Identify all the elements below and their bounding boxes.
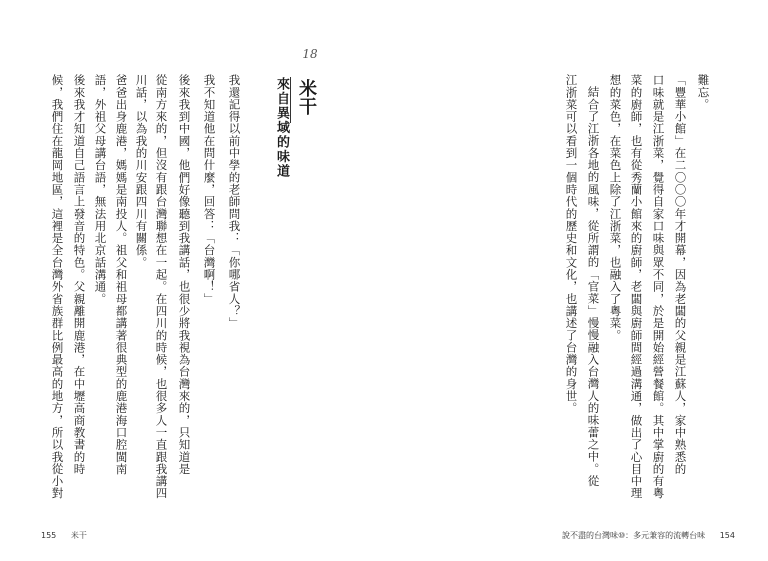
chapter-title: 米干 bbox=[296, 79, 317, 115]
text-column: 從南方來的，但沒有跟台灣聯想在一起。在四川的時候，也很多人一直跟我講四 bbox=[154, 74, 169, 500]
right-footer bbox=[556, 530, 741, 541]
title-rule bbox=[290, 77, 291, 123]
text-column: 後來我到中國，他們好像聽到我講話，也很少將我視為台灣來的，只知道是 bbox=[177, 74, 192, 475]
chapter-subtitle: 來自異域的味道 bbox=[274, 77, 289, 179]
text-column: 口味就是江浙菜，覺得自家口味與眾不同，於是開始經營餐館。其中掌廚的有粵 bbox=[651, 74, 666, 500]
page-number: 155 bbox=[41, 531, 57, 540]
text-column: 語，外祖父母講台語，無法用北京話溝通。 bbox=[93, 74, 108, 305]
page-number: 154 bbox=[719, 531, 735, 540]
chapter-number: 18 bbox=[302, 47, 318, 61]
text-column: 結合了江浙各地的風味，從所謂的「官菜」慢慢融入台灣人的味蕾之中。從 bbox=[586, 86, 601, 487]
text-column: 「豐華小館」在二〇〇〇年才開幕，因為老闆的父親是江蘇人，家中熟悉的 bbox=[673, 74, 688, 475]
text-column: 我還記得以前中學的老師問我：「你哪省人？」 bbox=[227, 74, 242, 330]
text-column: 難忘。 bbox=[696, 74, 711, 111]
running-title: 米干 bbox=[70, 531, 87, 540]
text-column: 想的菜色，在菜色上除了江浙菜，也融入了粵菜。 bbox=[608, 74, 623, 342]
text-column: 爸爸出身鹿港，媽媽是南投人。祖父和祖母都講著很典型的鹿港海口腔閩南 bbox=[114, 74, 129, 475]
text-column: 候，我們住在龍岡地區，這裡是全台灣外省族群比例最高的地方，所以我從小對 bbox=[50, 74, 65, 500]
running-title: 說不盡的台灣味⑩：多元兼容的流轉台味 bbox=[562, 531, 706, 540]
text-column: 菜的廚師，也有從秀蘭小館來的廚師，老闆與廚師間經過溝通，做出了心目中理 bbox=[629, 74, 644, 500]
left-footer bbox=[35, 530, 93, 541]
text-column: 川話，以為我的川安跟四川有關係。 bbox=[134, 74, 149, 269]
text-column: 我不知道他在問什麼，回答：「台灣啊！」 bbox=[202, 74, 217, 305]
text-column: 江浙菜可以看到一個時代的歷史和文化，也講述了台灣的身世。 bbox=[564, 74, 579, 415]
text-column: 後來我才知道自己語言上發音的特色。父親離開鹿港，在中壢高商教書的時 bbox=[72, 74, 87, 475]
